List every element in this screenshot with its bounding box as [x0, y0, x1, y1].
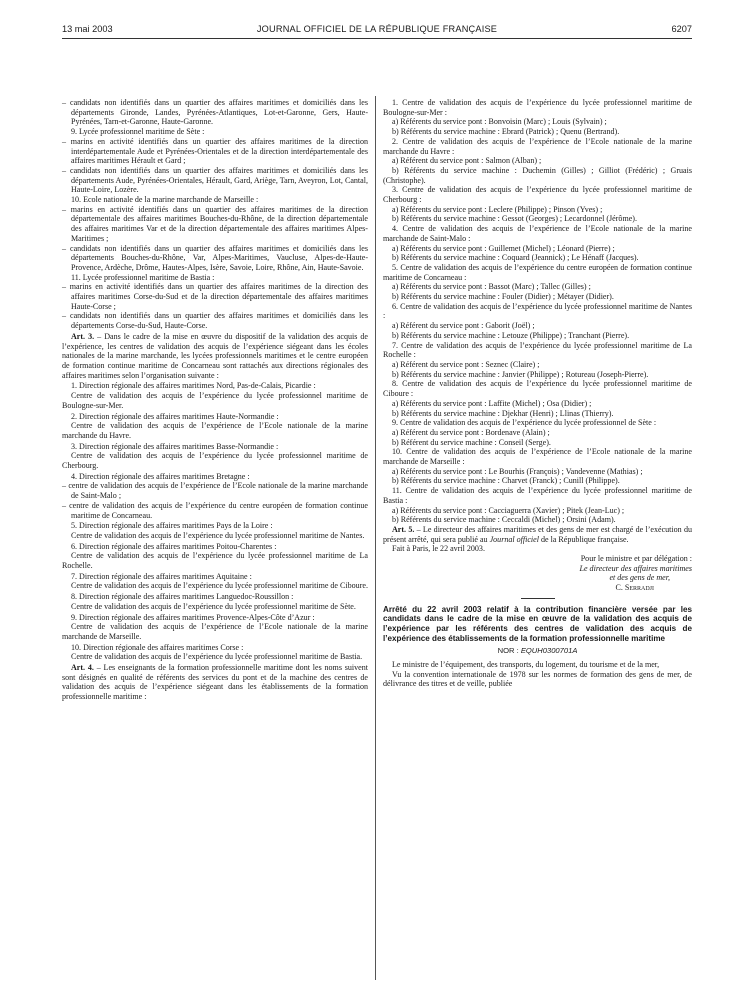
article-5: [383, 525, 692, 544]
paragraph: Centre de validation des acquis de l’expérience du lycée professionnel maritime de Bastia.: [71, 652, 363, 662]
header-rule: [62, 38, 692, 39]
paragraph: Centre de validation des acquis de l’expérience de l’Ecole nationale de la marine marchande du Havre.: [62, 421, 368, 440]
article-text: – Les enseignants de la formation professionnelle maritime dont les noms suivent sont désignés en qualité de référents des services du pont et de la machine des centres de validation des acquis de l’expérience siégeant dans les établissements de la formation professionnelle maritime :: [62, 663, 368, 702]
paragraph: a) Référents du service pont : Guillemet (Michel) ; Léonard (Pierre) ;: [392, 243, 615, 253]
paragraph: – candidats non identifiés dans un quartier des affaires maritimes et domiciliés dans les départements Gironde, Landes, Pyrénées-Atlantiques, Lot-et-Garonne, Gers, Haute-Pyrénées, Tarn-et-Garonne, Haute-Garonne.: [62, 98, 368, 127]
paragraph: Centre de validation des acquis de l’expérience du lycée professionnel maritime de La Rochelle.: [62, 551, 368, 571]
paragraph: – marins en activité identifiés dans un quartier des affaires maritimes de la direction interdépartementale Aude et Pyrénées-Orientales et de la direction interdépartementale des affaires maritimes Hérault et Gard ;: [62, 136, 368, 166]
article-3: [62, 332, 368, 381]
paragraph: a) Référents du service pont : Leclere (Philippe) ; Pinson (Yves) ;: [392, 204, 603, 214]
paragraph: – centre de validation des acquis de l’expérience de l’Ecole nationale de la marine marchande de Saint-Malo ;: [62, 481, 368, 501]
paragraph: 9. Direction régionale des affaires maritimes Provence-Alpes-Côte d’Azur :: [71, 612, 315, 622]
article-label: Art. 4.: [71, 663, 94, 673]
paragraph: 9. Centre de validation des acquis de l’expérience du lycée professionnel de Sète :: [392, 418, 657, 428]
paragraph: 6. Centre de validation des acquis de l’expérience du lycée professionnel maritime de Nantes :: [383, 301, 692, 321]
section-divider: [521, 598, 555, 599]
paragraph: Le ministre de l’équipement, des transports, du logement, du tourisme et de la mer,: [392, 659, 660, 669]
column-separator: [375, 96, 376, 980]
paragraph: 10. Direction régionale des affaires maritimes Corse :: [71, 642, 244, 652]
paragraph: Centre de validation des acquis de l’expérience du lycée professionnel maritime de Cherbourg.: [62, 451, 368, 471]
paragraph: – candidats non identifiés dans un quartier des affaires maritimes et domiciliés dans les départements Corse-du-Sud, Haute-Corse.: [62, 311, 368, 331]
paragraph: Centre de validation des acquis de l’expérience du lycée professionnel maritime de Boulogne-sur-Mer.: [62, 391, 368, 410]
article-text: – Dans le cadre de la mise en œuvre du dispositif de la validation des acquis de l’expérience, les centres de validation des acquis de l’expérience siégeant dans les écoles nationales de la marine marchande, les lycées professionnels maritimes et le centre européen de formation continue maritime de Concarneau sont rattachés aux directions régionales des affaires maritimes selon l’organisation suivante :: [62, 331, 368, 380]
paragraph: 2. Centre de validation des acquis de l’expérience de l’Ecole nationale de la marine marchande du Havre :: [383, 136, 692, 156]
signatory-name: C. Serradji: [615, 583, 654, 593]
paragraph: a) Référents du service pont : Bassot (Marc) ; Tallec (Gilles) ;: [392, 282, 591, 292]
nor-reference: [383, 646, 692, 656]
signature-line: Pour le ministre et par délégation :: [580, 554, 692, 564]
arrete-title: Arrêté du 22 avril 2003 relatif à la contribution financière versée par les candidats dans le cadre de la mise en œuvre de la validation des acquis de l’expérience par les référents des centres de validation des acquis de l’expérience des établissements de la formation professionnelle maritime: [383, 604, 692, 643]
paragraph: a) Référent du service pont : Seznec (Claire) ;: [392, 359, 540, 369]
paragraph: 5. Centre de validation des acquis de l’expérience du centre européen de formation continue maritime de Concarneau :: [383, 262, 692, 282]
right-column: [383, 98, 692, 689]
paragraph: a) Référent du service pont : Bordenave (Alain) ;: [392, 427, 550, 437]
paragraph: 3. Centre de validation des acquis de l’expérience du lycée professionnel maritime de Cherbourg :: [383, 185, 692, 205]
paragraph: b) Référents du service machine : Ebrard (Patrick) ; Quenu (Bertrand).: [392, 127, 620, 137]
journal-title: JOURNAL OFFICIEL DE LA RÉPUBLIQUE FRANÇAISE: [256, 24, 498, 34]
paragraph: b) Référents du service machine : Charvet (Franck) ; Cunill (Philippe).: [392, 476, 620, 486]
paragraph: 10. Ecole nationale de la marine marchande de Marseille :: [71, 195, 259, 205]
paragraph: a) Référents du service pont : Bonvoisin (Marc) ; Louis (Sylvain) ;: [392, 117, 607, 127]
header-date: 13 mai 2003: [62, 24, 113, 34]
paragraph: b) Référents du service machine : Duchemin (Gilles) ; Gilliot (Frédéric) ; Gruais (Christophe).: [383, 165, 692, 185]
paragraph: Centre de validation des acquis de l’expérience du lycée professionnel maritime de Nantes.: [71, 530, 365, 540]
paragraph: 7. Centre de validation des acquis de l’expérience du lycée professionnel maritime de La Rochelle :: [383, 340, 692, 360]
paragraph: Vu la convention internationale de 1978 sur les normes de formation des gens de mer, de délivrance des titres et de veille, publiée: [383, 669, 692, 689]
paragraph: 11. Centre de validation des acquis de l’expérience du lycée professionnel maritime de Bastia :: [383, 486, 692, 505]
paragraph: – candidats non identifiés dans un quartier des affaires maritimes et domiciliés dans les départements Aude, Pyrénées-Orientales, Hérault, Gard, Ariège, Tarn, Aveyron, Lot, Cantal, Haute-Loire, Lozère.: [62, 165, 368, 195]
page-number: 6207: [671, 24, 692, 34]
paragraph: b) Référents du service machine : Fouler (Didier) ; Métayer (Didier).: [392, 292, 614, 302]
nor-code: EQUH0300701A: [520, 646, 578, 656]
paragraph: 8. Direction régionale des affaires maritimes Languedoc-Roussillon :: [71, 592, 294, 602]
paragraph: b) Référents du service machine : Gessot (Georges) ; Lecardonnel (Jérôme).: [392, 214, 637, 224]
paragraph: b) Référents du service machine : Djekhar (Henri) ; Llinas (Thierry).: [392, 408, 614, 418]
left-column: [62, 98, 368, 702]
paragraph: b) Référents du service machine : Coquard (Jeannick) ; Le Hénaff (Jacques).: [392, 253, 639, 263]
paragraph: 8. Centre de validation des acquis de l’expérience du lycée professionnel maritime de Ciboure :: [383, 379, 692, 399]
paragraph: – candidats non identifiés dans un quartier des affaires maritimes et domiciliés dans les départements Bouches-du-Rhône, Var, Alpes-Maritimes, Vaucluse, Alpes-de-Haute-Provence, Ardèche, Drôme, Hautes-Alpes, Isère, Savoie, Loire, Rhône, Ain, Haute-Savoie.: [62, 243, 368, 272]
signature-title: et des gens de mer,: [609, 573, 670, 583]
paragraph: 1. Centre de validation des acquis de l’expérience du lycée professionnel maritime de Boulogne-sur-Mer :: [383, 98, 692, 117]
paragraph: 10. Centre de validation des acquis de l’expérience de l’Ecole nationale de la marine marchande de Marseille :: [383, 447, 692, 467]
journal-name: Journal officiel: [489, 534, 539, 544]
paragraph: a) Référents du service pont : Laffite (Michel) ; Osa (Didier) ;: [392, 398, 592, 408]
article-text: de la République française.: [538, 534, 629, 544]
paragraph: 1. Direction régionale des affaires maritimes Nord, Pas-de-Calais, Picardie :: [71, 381, 316, 391]
paragraph: 9. Lycée professionnel maritime de Sète :: [71, 127, 205, 137]
paragraph: b) Référent du service machine : Conseil (Serge).: [392, 437, 551, 447]
paragraph: 11. Lycée professionnel maritime de Bastia :: [71, 272, 215, 282]
signature-title: Le directeur des affaires maritimes: [579, 563, 692, 573]
done-at: Fait à Paris, le 22 avril 2003.: [392, 544, 485, 554]
paragraph: 7. Direction régionale des affaires maritimes Aquitaine :: [71, 571, 252, 581]
paragraph: Centre de validation des acquis de l’expérience du lycée professionnel maritime de Sète.: [71, 601, 356, 611]
paragraph: 3. Direction régionale des affaires maritimes Basse-Normandie :: [71, 441, 279, 451]
paragraph: 2. Direction régionale des affaires maritimes Haute-Normandie :: [71, 411, 279, 421]
paragraph: 5. Direction régionale des affaires maritimes Pays de la Loire :: [71, 521, 273, 531]
paragraph: Centre de validation des acquis de l’expérience de l’Ecole nationale de la marine marchande de Marseille.: [62, 622, 368, 641]
paragraph: a) Référent du service pont : Salmon (Alban) ;: [392, 156, 542, 166]
paragraph: 4. Direction régionale des affaires maritimes Bretagne :: [71, 471, 250, 481]
article-4: [62, 663, 368, 702]
article-text: – Le directeur des affaires maritimes et des gens de mer est chargé de l’exécution du présent arrêté, qui sera publié au: [383, 524, 692, 544]
paragraph: 4. Centre de validation des acquis de l’expérience de l’Ecole nationale de la marine marchande de Saint-Malo :: [383, 224, 692, 243]
paragraph: b) Référents du service machine : Ceccaldi (Michel) ; Orsini (Adam).: [392, 515, 616, 525]
paragraph: a) Référents du service pont : Cacciaguerra (Xavier) ; Pitek (Jean-Luc) ;: [392, 505, 625, 515]
paragraph: a) Référents du service pont : Le Bourhis (François) ; Vandevenne (Mathias) ;: [392, 466, 643, 476]
paragraph: 6. Direction régionale des affaires maritimes Poitou-Charentes :: [71, 541, 277, 551]
paragraph: Centre de validation des acquis de l’expérience du lycée professionnel maritime de Ciboure.: [71, 581, 368, 591]
paragraph: a) Référent du service pont : Gaborit (Joël) ;: [392, 321, 535, 331]
paragraph: – marins en activité identifiés dans un quartier des affaires maritimes de la direction des affaires maritimes Corse-du-Sud et de la direction départementale des affaires maritimes Haute-Corse ;: [62, 282, 368, 311]
paragraph: – centre de validation des acquis de l’expérience du centre européen de formation continue maritime de Concarneau.: [62, 500, 368, 520]
article-label: Art. 5.: [392, 524, 415, 534]
paragraph: b) Référents du service machine : Janvier (Philippe) ; Rotureau (Joseph-Pierre).: [392, 369, 649, 379]
paragraph: b) Référents du service machine : Letouze (Philippe) ; Tranchant (Pierre).: [392, 330, 630, 340]
nor-label: NOR :: [497, 646, 521, 656]
paragraph: – marins en activité identifiés dans un quartier des affaires maritimes de la direction départementale des affaires maritimes Bouches-du-Rhône, de la direction départementale des affaires maritimes Var et de la direction départementale des affaires maritimes Alpes-Maritimes ;: [62, 204, 368, 243]
article-label: Art. 3.: [71, 331, 95, 341]
